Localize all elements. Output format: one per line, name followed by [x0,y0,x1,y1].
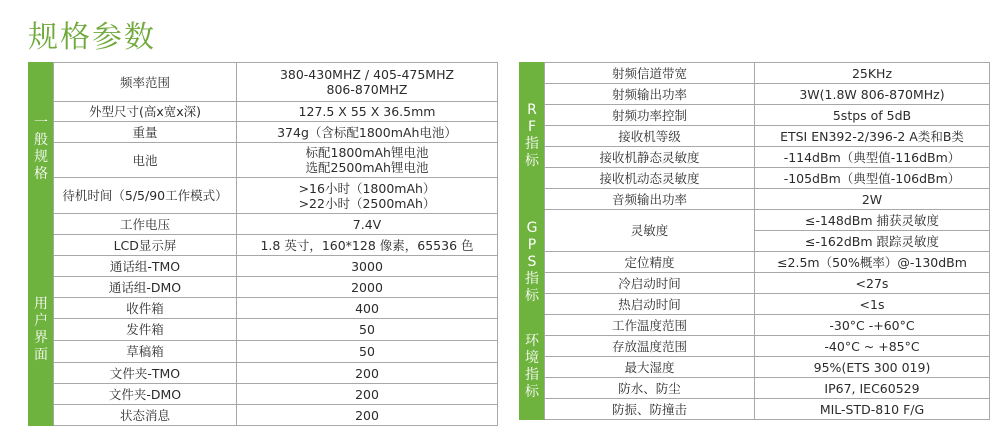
spec-label: 待机时间（5/5/90工作模式） [54,178,237,214]
spec-value: 3W(1.8W 806-870MHz) [755,84,990,105]
spec-value: 95%(ETS 300 019) [755,357,990,378]
table-row [520,336,990,357]
spec-value: -40°C ~ +85°C [755,336,990,357]
spec-label: 射频输出功率 [545,84,755,105]
spec-label: 外型尺寸(高x宽x深) [54,102,237,122]
table-row [29,319,498,341]
table-row [29,405,498,426]
category-gps: GPS指标 [520,210,545,315]
table-row [520,210,990,231]
table-row [520,294,990,315]
table-row [520,126,990,147]
spec-value: 200 [237,363,498,384]
spec-label: 定位精度 [545,252,755,273]
spec-value: ≤-148dBm 捕获灵敏度 [755,210,990,231]
spec-label: 收件箱 [54,298,237,319]
spec-value: 374g（含标配1800mAh电池） [237,122,498,143]
spec-label: 文件夹-TMO [54,363,237,384]
category-ui: 用户界面 [29,235,54,426]
spec-label: 存放温度范围 [545,336,755,357]
spec-value: ≤-162dBm 跟踪灵敏度 [755,231,990,252]
spec-value: IP67, IEC60529 [755,378,990,399]
table-row [29,102,498,122]
spec-value: 1.8 英寸，160*128 像素，65536 色 [237,235,498,256]
spec-value: 400 [237,298,498,319]
spec-value: <1s [755,294,990,315]
table-row [520,189,990,210]
table-row [520,357,990,378]
spec-value: 380-430MHZ / 405-475MHZ 806-870MHZ [237,63,498,102]
table-row [520,315,990,336]
spec-label: 重量 [54,122,237,143]
spec-value: 5stps of 5dB [755,105,990,126]
spec-label: 工作电压 [54,214,237,235]
table-row [520,378,990,399]
spec-label: 最大湿度 [545,357,755,378]
spec-label: 文件夹-DMO [54,384,237,405]
spec-value: 200 [237,405,498,426]
spec-value: ETSI EN392-2/396-2 A类和B类 [755,126,990,147]
table-row [520,84,990,105]
table-row [520,168,990,189]
spec-table-right [519,62,990,420]
spec-label: 电池 [54,143,237,178]
spec-label: 防水、防尘 [545,378,755,399]
table-row [29,298,498,319]
spec-label: 通话组-DMO [54,277,237,298]
spec-label: 频率范围 [54,63,237,102]
spec-label: 热启动时间 [545,294,755,315]
category-general: 一般规格 [29,63,54,235]
table-row [29,277,498,298]
spec-label: 通话组-TMO [54,256,237,277]
spec-value: 2000 [237,277,498,298]
table-row [29,341,498,363]
table-row [29,214,498,235]
table-row [520,63,990,84]
spec-value: 50 [237,319,498,341]
spec-label: 发件箱 [54,319,237,341]
category-rf: RF指标 [520,63,545,210]
page-title: 规格参数 [28,20,156,55]
spec-value: 200 [237,384,498,405]
table-row [29,178,498,214]
spec-label: 状态消息 [54,405,237,426]
table-row [29,384,498,405]
table-row [520,147,990,168]
spec-value: 标配1800mAh锂电池 选配2500mAh锂电池 [237,143,498,178]
spec-value: 25KHz [755,63,990,84]
spec-value: 7.4V [237,214,498,235]
table-row [29,143,498,178]
table-row [29,256,498,277]
table-row [29,235,498,256]
spec-value: 127.5 X 55 X 36.5mm [237,102,498,122]
spec-value: ≤2.5m（50%概率）@-130dBm [755,252,990,273]
table-row [520,105,990,126]
spec-label: 接收机动态灵敏度 [545,168,755,189]
spec-label: 工作温度范围 [545,315,755,336]
table-row [520,399,990,420]
spec-value: -30°C -+60°C [755,315,990,336]
category-env: 环境指标 [520,315,545,420]
spec-table-left [28,62,498,426]
spec-label: 草稿箱 [54,341,237,363]
spec-label: 防振、防撞击 [545,399,755,420]
spec-label: 接收机等级 [545,126,755,147]
table-row [520,273,990,294]
spec-value: >16小时（1800mAh） >22小时（2500mAh） [237,178,498,214]
spec-label: 射频功率控制 [545,105,755,126]
spec-value: -114dBm（典型值-116dBm） [755,147,990,168]
spec-label: 射频信道带宽 [545,63,755,84]
spec-value: <27s [755,273,990,294]
table-row [29,122,498,143]
spec-value: 2W [755,189,990,210]
spec-value: 3000 [237,256,498,277]
spec-value: MIL-STD-810 F/G [755,399,990,420]
table-row [29,363,498,384]
spec-label: 冷启动时间 [545,273,755,294]
table-row [520,252,990,273]
table-row [29,63,498,102]
spec-label: 接收机静态灵敏度 [545,147,755,168]
spec-label: 灵敏度 [545,210,755,252]
spec-value: -105dBm（典型值-106dBm） [755,168,990,189]
spec-value: 50 [237,341,498,363]
spec-label: 音频输出功率 [545,189,755,210]
spec-label: LCD显示屏 [54,235,237,256]
